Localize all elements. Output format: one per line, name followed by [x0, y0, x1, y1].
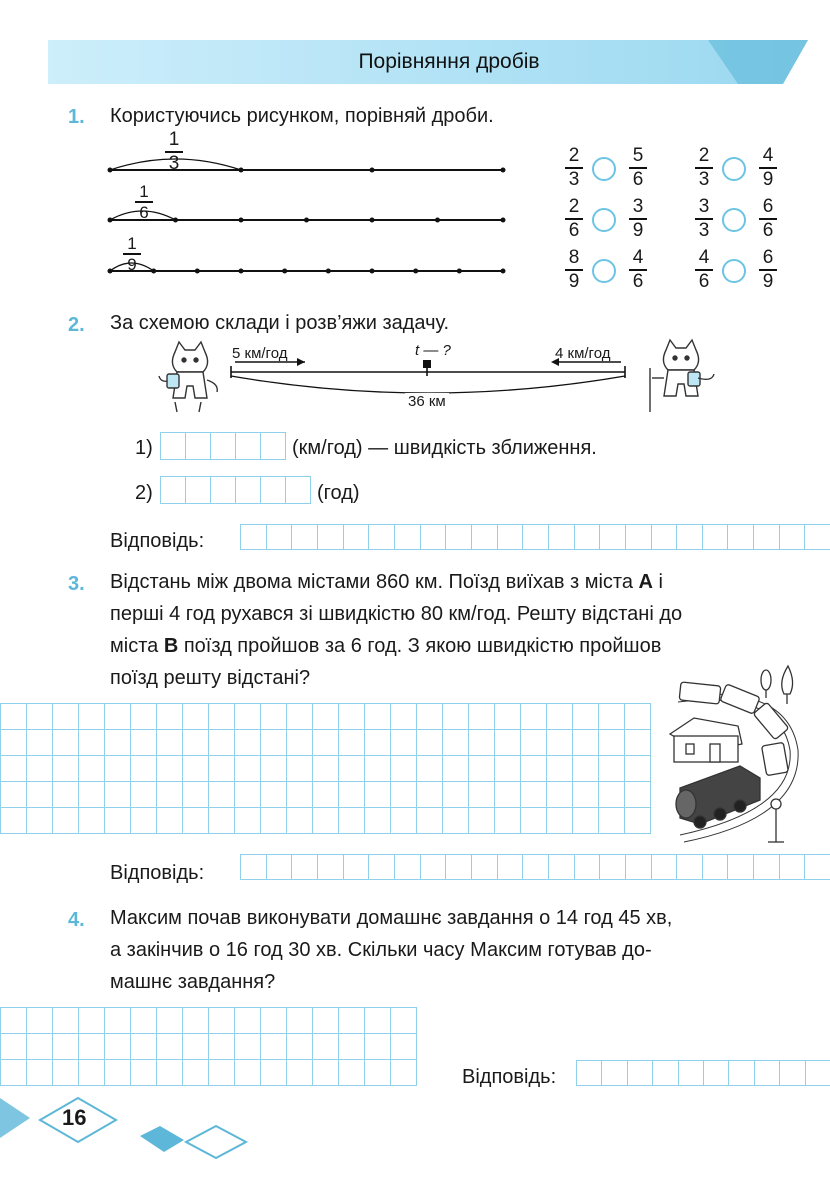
speed-left-label: 5 км/год: [232, 345, 288, 362]
city-b: B: [163, 635, 179, 657]
answer-input[interactable]: [240, 524, 830, 550]
fraction-numerator: 1: [127, 234, 137, 253]
step-1-input[interactable]: [160, 432, 286, 460]
page-title: Порівняння дробів: [358, 50, 540, 73]
segment-ninths: [108, 263, 506, 274]
answer-label: Відповідь:: [110, 862, 205, 884]
task-number: 2.: [68, 314, 85, 336]
segment-label-third: [163, 130, 185, 174]
fraction-denominator: 3: [168, 153, 180, 174]
comparison-right-fraction: 5 6: [627, 146, 649, 190]
comparison-left-fraction: 3 3: [693, 197, 715, 241]
answer-input[interactable]: [240, 854, 830, 880]
comparison-right-fraction: 3 9: [627, 197, 649, 241]
page-number: 16: [62, 1105, 87, 1130]
comparison-circle[interactable]: [722, 208, 746, 232]
work-grid[interactable]: [0, 703, 651, 834]
header-banner: [48, 40, 810, 84]
meeting-point-marker: [423, 360, 431, 368]
task-line: машнє завдання?: [110, 971, 276, 993]
distance-arc: [231, 376, 625, 393]
step-2-text: (год): [317, 482, 360, 504]
step-1-text: (км/год) — швидкість зближення.: [292, 437, 597, 459]
comparison-right-fraction: 6 9: [757, 248, 779, 292]
task-text: Користуючись рисунком, порівняй дроби.: [110, 105, 494, 127]
fraction-numerator: 1: [168, 129, 180, 150]
comparison-circle[interactable]: [592, 208, 616, 232]
comparison-right-fraction: 4 9: [757, 146, 779, 190]
task-line: Максим почав виконувати домашнє завдання о 14 год 45 хв,: [110, 907, 673, 929]
answer-label: Відповідь:: [110, 530, 205, 552]
answer-input[interactable]: [576, 1060, 830, 1086]
task-line: перші 4 год рухався зі швидкістю 80 км/год. Решту відстані до: [110, 603, 683, 625]
comparison-left-fraction: 2 3: [563, 146, 585, 190]
comparison-left-fraction: 4 6: [693, 248, 715, 292]
comparison-left-fraction: 2 3: [693, 146, 715, 190]
answer-label: Відповідь:: [462, 1066, 557, 1088]
segment-label-sixth: [133, 183, 155, 221]
task-number: 4.: [68, 909, 85, 931]
comparison-left-fraction: 8 9: [563, 248, 585, 292]
comparison-circle[interactable]: [722, 259, 746, 283]
task-line: а закінчив о 16 год 30 хв. Скільки часу Максим готував до-: [110, 939, 652, 961]
comparison-circle[interactable]: [592, 259, 616, 283]
task-number: 3.: [68, 573, 85, 595]
task-line: Відстань між двома містами 860 км. Поїзд виїхав з міста A і: [110, 571, 663, 593]
comparison-circle[interactable]: [592, 157, 616, 181]
city-a: A: [638, 571, 653, 593]
fraction-numerator: 1: [139, 182, 149, 201]
task-text: За схемою склади і розв’яжи задачу.: [110, 312, 450, 334]
footer-decoration: [0, 1088, 260, 1168]
speed-right-label: 4 км/год: [555, 345, 611, 362]
time-label: t — ?: [415, 342, 451, 359]
step-2-input[interactable]: [160, 476, 311, 504]
segment-label-ninth: [121, 235, 143, 273]
comparison-right-fraction: 6 6: [757, 197, 779, 241]
task-line: міста B поїзд пройшов за 6 год. З якою швидкістю пройшов: [110, 635, 662, 657]
step-2-number: 2): [135, 482, 153, 504]
step-1-number: 1): [135, 437, 153, 459]
comparison-left-fraction: 2 6: [563, 197, 585, 241]
work-grid[interactable]: [0, 1007, 417, 1086]
fraction-denominator: 9: [127, 255, 137, 274]
comparison-circle[interactable]: [722, 157, 746, 181]
distance-label: 36 км: [405, 393, 449, 410]
comparison-right-fraction: 4 6: [627, 248, 649, 292]
train-illustration: [660, 660, 810, 850]
fraction-denominator: 6: [139, 203, 149, 222]
task-line: поїзд решту відстані?: [110, 667, 311, 689]
cat-left-illustration: [155, 340, 225, 415]
segment-sixths: [108, 211, 506, 223]
task-number: 1.: [68, 106, 85, 128]
cat-right-illustration: [640, 338, 720, 418]
